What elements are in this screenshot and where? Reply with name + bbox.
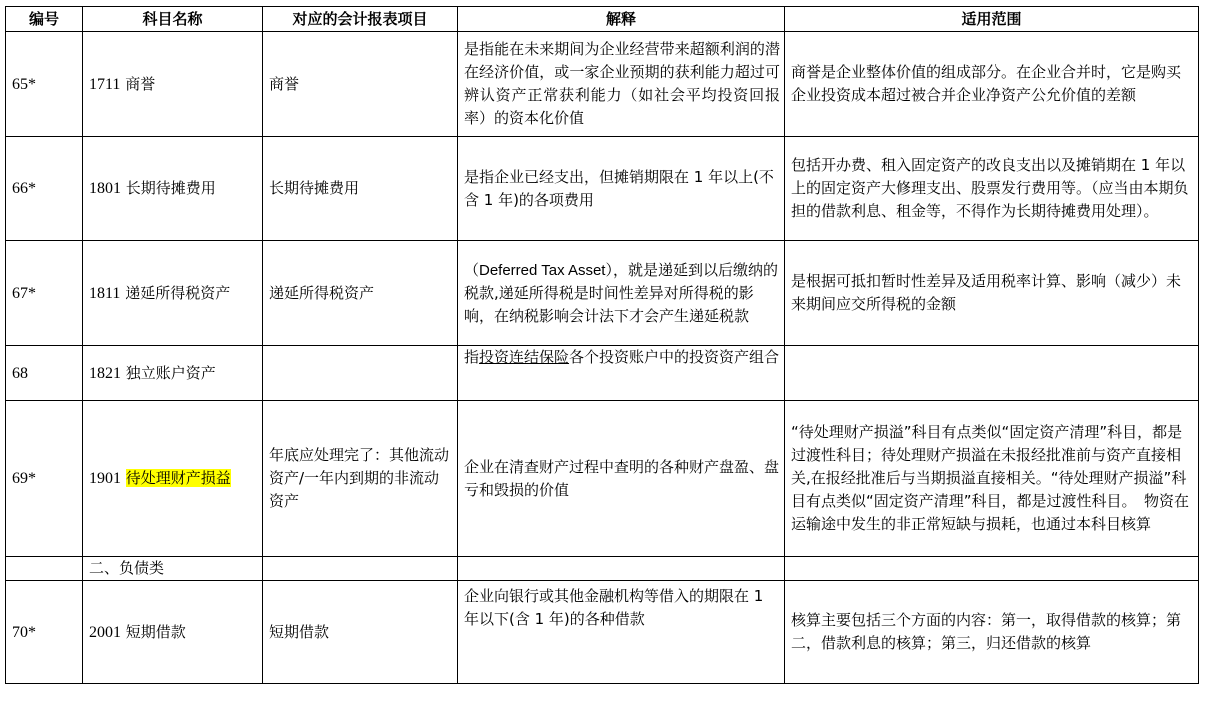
row-num: 66* xyxy=(6,137,83,241)
account-code: 1901 xyxy=(89,470,121,487)
account-code: 2001 xyxy=(89,623,121,641)
row-scope: “待处理财产损溢”科目有点类似“固定资产清理”科目，都是过渡性科目；待处理财产损溢在未报经批准前与资产直接相关,在报经批准后与当期损溢直接相关。“待处理财产损溢”科目有点类似“固定资产清理”科目，都是过渡性科目。 物资在运输途中发生的非正常短缺与损耗，也通过本科目核算 xyxy=(785,401,1199,557)
row-scope: 是根据可抵扣暂时性差异及适用税率计算、影响（减少）未来期间应交所得税的金额 xyxy=(785,241,1199,346)
header-row xyxy=(6,7,1199,32)
explanation-text: ，就是递延到以后缴纳的税款,递延所得税是时间性差异对所得税的影响，在纳税影响会计法下才会产生递延税款 xyxy=(464,260,778,325)
account-code: 1821 xyxy=(89,364,121,382)
section-empty xyxy=(785,557,1199,581)
account-name: 商誉 xyxy=(125,74,156,93)
row-scope: 商誉是企业整体价值的组成部分。在企业合并时，它是购买企业投资成本超过被合并企业净资产公允价值的差额 xyxy=(785,32,1199,137)
row-explanation: 是指企业已经支出，但摊销期限在 1 年以上(不含 1 年)的各项费用 xyxy=(458,137,785,241)
section-empty xyxy=(263,557,458,581)
section-num-empty xyxy=(6,557,83,581)
row-account-name xyxy=(83,137,263,241)
row-num: 65* xyxy=(6,32,83,137)
header-num: 编号 xyxy=(6,7,83,32)
explanation-prefix: 指 xyxy=(464,348,480,366)
table-row xyxy=(6,241,1199,346)
row-scope xyxy=(785,346,1199,401)
row-account-name xyxy=(83,241,263,346)
header-report: 对应的会计报表项目 xyxy=(263,7,458,32)
account-code: 1801 xyxy=(89,180,121,197)
section-title: 二、负债类 xyxy=(83,557,263,581)
account-name: 递延所得税资产 xyxy=(125,283,231,302)
explanation-text: 各个投资账户中的投资资产组合 xyxy=(569,348,780,366)
table-row xyxy=(6,581,1199,684)
row-explanation xyxy=(458,241,785,346)
row-explanation: 是指能在未来期间为企业经营带来超额利润的潜在经济价值，或一家企业预期的获利能力超过可辨认资产正常获利能力（如社会平均投资回报率）的资本化价值 xyxy=(458,32,785,137)
row-account-name xyxy=(83,346,263,401)
row-report-item xyxy=(263,346,458,401)
row-report-item: 年底应处理完了：其他流动资产/一年内到期的非流动资产 xyxy=(263,401,458,557)
accounts-table-wrapper xyxy=(5,6,1199,684)
section-empty xyxy=(458,557,785,581)
row-account-name xyxy=(83,581,263,684)
account-name: 短期借款 xyxy=(125,622,186,641)
header-name: 科目名称 xyxy=(83,7,263,32)
row-num: 68 xyxy=(6,346,83,401)
row-scope: 核算主要包括三个方面的内容：第一，取得借款的核算；第二，借款利息的核算；第三，归还借款的核算 xyxy=(785,581,1199,684)
table-row xyxy=(6,32,1199,137)
accounts-table xyxy=(5,6,1199,684)
table-row xyxy=(6,137,1199,241)
row-num: 70* xyxy=(6,581,83,684)
row-num: 69* xyxy=(6,401,83,557)
header-expl: 解释 xyxy=(458,7,785,32)
row-num: 67* xyxy=(6,241,83,346)
row-explanation: 企业在清查财产过程中查明的各种财产盘盈、盘亏和毁损的价值 xyxy=(458,401,785,557)
row-report-item: 长期待摊费用 xyxy=(263,137,458,241)
row-explanation: 企业向银行或其他金融机构等借入的期限在 1 年以下(含 1 年)的各种借款 xyxy=(458,581,785,684)
row-report-item: 短期借款 xyxy=(263,581,458,684)
table-row xyxy=(6,346,1199,401)
row-account-name xyxy=(83,32,263,137)
table-row xyxy=(6,401,1199,557)
account-code: 1811 xyxy=(89,284,121,302)
account-name: 独立账户资产 xyxy=(125,363,216,382)
row-account-name xyxy=(83,401,263,557)
header-scope: 适用范围 xyxy=(785,7,1199,32)
row-report-item: 商誉 xyxy=(263,32,458,137)
section-row xyxy=(6,557,1199,581)
row-scope: 包括开办费、租入固定资产的改良支出以及摊销期在 1 年以上的固定资产大修理支出、股票发行费用等。（应当由本期负担的借款利息、租金等，不得作为长期待摊费用处理）。 xyxy=(785,137,1199,241)
explanation-english-term: （Deferred Tax Asset） xyxy=(464,261,613,279)
account-code: 1711 xyxy=(89,75,121,93)
row-report-item: 递延所得税资产 xyxy=(263,241,458,346)
investment-linked-insurance-link[interactable]: 投资连结保险 xyxy=(479,348,570,366)
account-name-highlighted: 待处理财产损益 xyxy=(125,469,231,487)
row-explanation xyxy=(458,346,785,401)
account-name: 长期待摊费用 xyxy=(125,179,216,197)
